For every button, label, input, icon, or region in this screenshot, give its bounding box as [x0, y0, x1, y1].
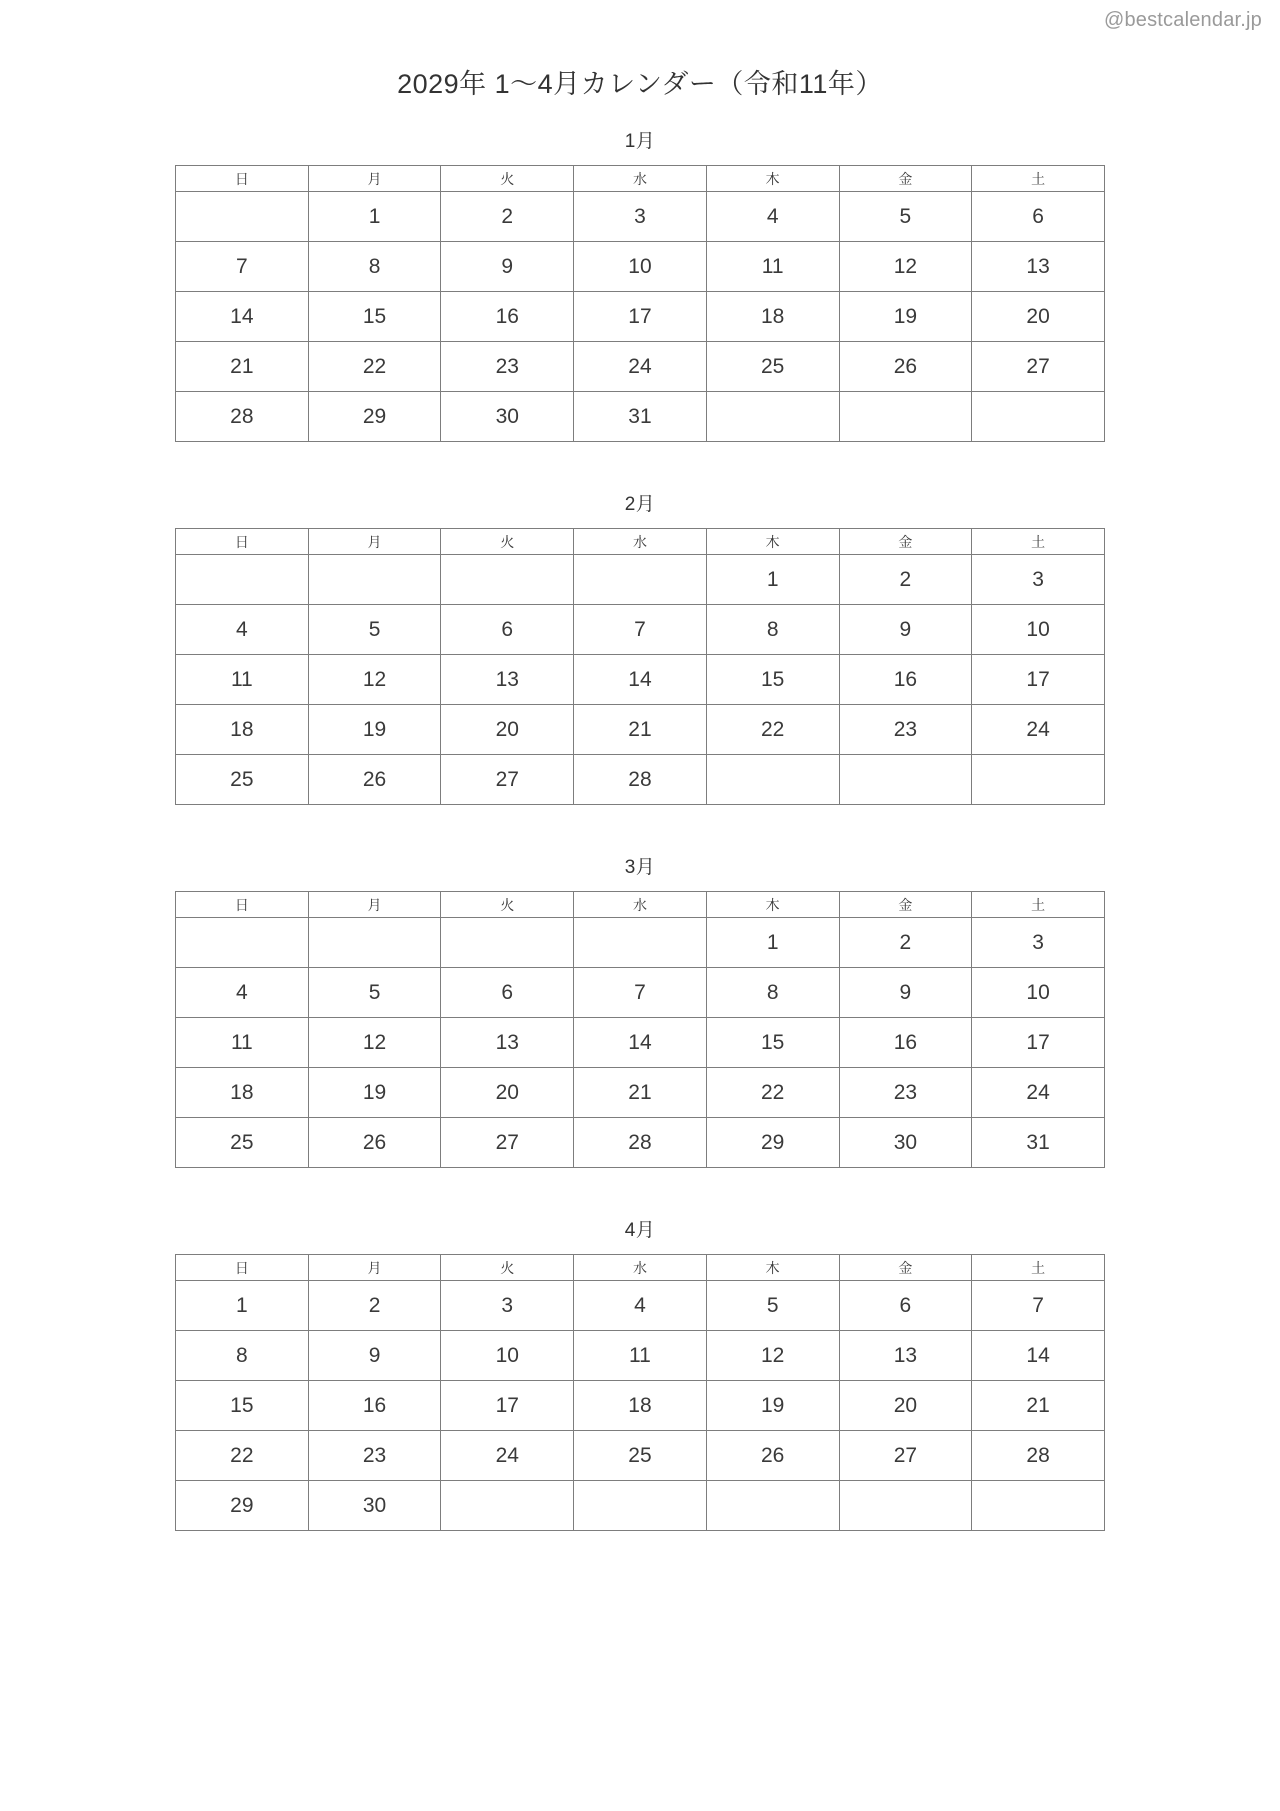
week-row	[176, 968, 1105, 1018]
day-cell[interactable]: 24	[574, 342, 707, 392]
day-cell[interactable]: 10	[972, 605, 1105, 655]
day-cell[interactable]: 9	[839, 968, 972, 1018]
day-cell[interactable]: 18	[176, 1068, 309, 1118]
day-cell[interactable]: 9	[839, 605, 972, 655]
month-block	[175, 841, 1105, 1204]
empty-day-cell	[972, 755, 1105, 805]
month-calendar-table	[175, 1254, 1105, 1531]
weekday-header-6: 土	[972, 166, 1105, 192]
day-cell[interactable]: 8	[308, 242, 441, 292]
week-row	[176, 292, 1105, 342]
day-cell[interactable]: 22	[308, 342, 441, 392]
day-cell[interactable]: 14	[574, 655, 707, 705]
day-cell[interactable]: 6	[441, 968, 574, 1018]
day-cell[interactable]: 12	[839, 242, 972, 292]
empty-day-cell	[176, 192, 309, 242]
day-cell[interactable]: 30	[839, 1118, 972, 1168]
day-cell[interactable]: 3	[574, 192, 707, 242]
day-cell[interactable]: 15	[176, 1381, 309, 1431]
day-cell[interactable]: 2	[441, 192, 574, 242]
day-cell[interactable]: 8	[706, 968, 839, 1018]
day-cell[interactable]: 30	[308, 1481, 441, 1531]
weekday-header-row	[176, 892, 1105, 918]
week-row	[176, 755, 1105, 805]
week-row	[176, 605, 1105, 655]
empty-day-cell	[706, 1481, 839, 1531]
day-cell[interactable]: 9	[308, 1331, 441, 1381]
day-cell[interactable]: 24	[972, 1068, 1105, 1118]
day-cell[interactable]: 28	[574, 1118, 707, 1168]
weekday-header-6: 土	[972, 892, 1105, 918]
month-calendar-table	[175, 165, 1105, 442]
day-cell[interactable]: 23	[839, 1068, 972, 1118]
day-cell[interactable]: 20	[972, 292, 1105, 342]
day-cell[interactable]: 9	[441, 242, 574, 292]
month-label: 4月	[624, 1220, 656, 1241]
month-label: 2月	[624, 494, 656, 515]
day-cell[interactable]: 26	[706, 1431, 839, 1481]
day-cell[interactable]: 2	[308, 1281, 441, 1331]
day-cell[interactable]: 30	[441, 392, 574, 442]
day-cell[interactable]: 13	[972, 242, 1105, 292]
week-row	[176, 655, 1105, 705]
week-row	[176, 1281, 1105, 1331]
month-label: 3月	[624, 857, 656, 878]
day-cell[interactable]: 16	[839, 1018, 972, 1068]
month-calendar-table	[175, 528, 1105, 805]
day-cell[interactable]: 2	[839, 918, 972, 968]
empty-day-cell	[308, 555, 441, 605]
empty-day-cell	[441, 1481, 574, 1531]
day-cell[interactable]: 23	[839, 705, 972, 755]
day-cell[interactable]: 3	[972, 918, 1105, 968]
day-cell[interactable]: 5	[706, 1281, 839, 1331]
day-cell[interactable]: 16	[441, 292, 574, 342]
day-cell[interactable]: 17	[441, 1381, 574, 1431]
day-cell[interactable]: 3	[441, 1281, 574, 1331]
day-cell[interactable]: 20	[839, 1381, 972, 1431]
months-container	[0, 115, 1280, 1567]
day-cell[interactable]: 6	[972, 192, 1105, 242]
day-cell[interactable]: 27	[441, 1118, 574, 1168]
weekday-header-4: 木	[706, 529, 839, 555]
day-cell[interactable]: 27	[839, 1431, 972, 1481]
day-cell[interactable]: 8	[176, 1331, 309, 1381]
weekday-header-3: 水	[574, 529, 707, 555]
weekday-header-3: 水	[574, 892, 707, 918]
day-cell[interactable]: 28	[176, 392, 309, 442]
day-cell[interactable]: 18	[176, 705, 309, 755]
day-cell[interactable]: 1	[706, 918, 839, 968]
weekday-header-0: 日	[176, 166, 309, 192]
weekday-header-5: 金	[839, 166, 972, 192]
week-row	[176, 1118, 1105, 1168]
day-cell[interactable]: 14	[176, 292, 309, 342]
day-cell[interactable]: 24	[972, 705, 1105, 755]
day-cell[interactable]: 19	[308, 1068, 441, 1118]
day-cell[interactable]: 29	[176, 1481, 309, 1531]
day-cell[interactable]: 7	[972, 1281, 1105, 1331]
day-cell[interactable]: 25	[176, 755, 309, 805]
day-cell[interactable]: 4	[176, 968, 309, 1018]
day-cell[interactable]: 7	[574, 605, 707, 655]
weekday-header-5: 金	[839, 1255, 972, 1281]
week-row	[176, 1068, 1105, 1118]
day-cell[interactable]: 5	[839, 192, 972, 242]
day-cell[interactable]: 13	[441, 1018, 574, 1068]
day-cell[interactable]: 13	[839, 1331, 972, 1381]
empty-day-cell	[839, 755, 972, 805]
day-cell[interactable]: 11	[706, 242, 839, 292]
day-cell[interactable]: 27	[972, 342, 1105, 392]
day-cell[interactable]: 21	[972, 1381, 1105, 1431]
day-cell[interactable]: 23	[308, 1431, 441, 1481]
weekday-header-row	[176, 1255, 1105, 1281]
day-cell[interactable]: 28	[574, 755, 707, 805]
day-cell[interactable]: 12	[308, 1018, 441, 1068]
month-calendar-table	[175, 891, 1105, 1168]
day-cell[interactable]: 21	[574, 1068, 707, 1118]
week-row	[176, 1381, 1105, 1431]
day-cell[interactable]: 22	[176, 1431, 309, 1481]
day-cell[interactable]: 18	[706, 292, 839, 342]
day-cell[interactable]: 2	[839, 555, 972, 605]
day-cell[interactable]: 3	[972, 555, 1105, 605]
weekday-header-0: 日	[176, 1255, 309, 1281]
day-cell[interactable]: 1	[706, 555, 839, 605]
weekday-header-0: 日	[176, 529, 309, 555]
week-row	[176, 1431, 1105, 1481]
day-cell[interactable]: 19	[706, 1381, 839, 1431]
site-watermark: @bestcalendar.jp	[1103, 9, 1262, 31]
day-cell[interactable]: 11	[176, 655, 309, 705]
day-cell[interactable]: 1	[176, 1281, 309, 1331]
day-cell[interactable]: 1	[308, 192, 441, 242]
day-cell[interactable]: 31	[574, 392, 707, 442]
day-cell[interactable]: 17	[972, 655, 1105, 705]
day-cell[interactable]: 5	[308, 968, 441, 1018]
day-cell[interactable]: 15	[706, 1018, 839, 1068]
day-cell[interactable]: 15	[308, 292, 441, 342]
day-cell[interactable]: 19	[839, 292, 972, 342]
month-block	[175, 478, 1105, 841]
day-cell[interactable]: 21	[176, 342, 309, 392]
weekday-header-2: 火	[441, 166, 574, 192]
week-row	[176, 342, 1105, 392]
empty-day-cell	[839, 1481, 972, 1531]
day-cell[interactable]: 22	[706, 1068, 839, 1118]
day-cell[interactable]: 23	[441, 342, 574, 392]
weekday-header-row	[176, 166, 1105, 192]
weekday-header-row	[176, 529, 1105, 555]
weekday-header-5: 金	[839, 529, 972, 555]
day-cell[interactable]: 7	[176, 242, 309, 292]
weekday-header-2: 火	[441, 1255, 574, 1281]
day-cell[interactable]: 18	[574, 1381, 707, 1431]
weekday-header-4: 木	[706, 892, 839, 918]
day-cell[interactable]: 4	[706, 192, 839, 242]
day-cell[interactable]: 26	[308, 1118, 441, 1168]
week-row	[176, 1331, 1105, 1381]
day-cell[interactable]: 14	[972, 1331, 1105, 1381]
empty-day-cell	[706, 392, 839, 442]
weekday-header-6: 土	[972, 1255, 1105, 1281]
week-row	[176, 918, 1105, 968]
day-cell[interactable]: 14	[574, 1018, 707, 1068]
day-cell[interactable]: 31	[972, 1118, 1105, 1168]
empty-day-cell	[972, 392, 1105, 442]
day-cell[interactable]: 19	[308, 705, 441, 755]
month-block	[175, 115, 1105, 478]
week-row	[176, 1481, 1105, 1531]
empty-day-cell	[706, 755, 839, 805]
weekday-header-3: 水	[574, 166, 707, 192]
weekday-header-3: 水	[574, 1255, 707, 1281]
page-title: 2029年 1〜4月カレンダー（令和11年）	[397, 69, 883, 99]
week-row	[176, 192, 1105, 242]
day-cell[interactable]: 17	[972, 1018, 1105, 1068]
empty-day-cell	[574, 1481, 707, 1531]
weekday-header-1: 月	[308, 529, 441, 555]
month-label: 1月	[624, 131, 656, 152]
empty-day-cell	[308, 918, 441, 968]
weekday-header-2: 火	[441, 892, 574, 918]
weekday-header-4: 木	[706, 166, 839, 192]
day-cell[interactable]: 5	[308, 605, 441, 655]
empty-day-cell	[176, 555, 309, 605]
day-cell[interactable]: 26	[308, 755, 441, 805]
day-cell[interactable]: 29	[308, 392, 441, 442]
weekday-header-1: 月	[308, 1255, 441, 1281]
day-cell[interactable]: 10	[574, 242, 707, 292]
day-cell[interactable]: 27	[441, 755, 574, 805]
month-block	[175, 1204, 1105, 1567]
empty-day-cell	[574, 555, 707, 605]
weekday-header-4: 木	[706, 1255, 839, 1281]
day-cell[interactable]: 21	[574, 705, 707, 755]
day-cell[interactable]: 11	[574, 1331, 707, 1381]
week-row	[176, 392, 1105, 442]
day-cell[interactable]: 12	[706, 1331, 839, 1381]
empty-day-cell	[441, 918, 574, 968]
day-cell[interactable]: 4	[176, 605, 309, 655]
empty-day-cell	[972, 1481, 1105, 1531]
week-row	[176, 1018, 1105, 1068]
day-cell[interactable]: 25	[176, 1118, 309, 1168]
day-cell[interactable]: 11	[176, 1018, 309, 1068]
day-cell[interactable]: 26	[839, 342, 972, 392]
weekday-header-2: 火	[441, 529, 574, 555]
weekday-header-1: 月	[308, 892, 441, 918]
day-cell[interactable]: 8	[706, 605, 839, 655]
day-cell[interactable]: 6	[839, 1281, 972, 1331]
day-cell[interactable]: 25	[706, 342, 839, 392]
day-cell[interactable]: 16	[839, 655, 972, 705]
empty-day-cell	[839, 392, 972, 442]
weekday-header-5: 金	[839, 892, 972, 918]
week-row	[176, 555, 1105, 605]
empty-day-cell	[574, 918, 707, 968]
day-cell[interactable]: 7	[574, 968, 707, 1018]
day-cell[interactable]: 16	[308, 1381, 441, 1431]
week-row	[176, 705, 1105, 755]
day-cell[interactable]: 12	[308, 655, 441, 705]
day-cell[interactable]: 24	[441, 1431, 574, 1481]
day-cell[interactable]: 10	[972, 968, 1105, 1018]
empty-day-cell	[441, 555, 574, 605]
day-cell[interactable]: 10	[441, 1331, 574, 1381]
weekday-header-0: 日	[176, 892, 309, 918]
day-cell[interactable]: 29	[706, 1118, 839, 1168]
day-cell[interactable]: 6	[441, 605, 574, 655]
week-row	[176, 242, 1105, 292]
day-cell[interactable]: 15	[706, 655, 839, 705]
weekday-header-1: 月	[308, 166, 441, 192]
day-cell[interactable]: 17	[574, 292, 707, 342]
day-cell[interactable]: 25	[574, 1431, 707, 1481]
empty-day-cell	[176, 918, 309, 968]
day-cell[interactable]: 22	[706, 705, 839, 755]
weekday-header-6: 土	[972, 529, 1105, 555]
day-cell[interactable]: 20	[441, 705, 574, 755]
day-cell[interactable]: 13	[441, 655, 574, 705]
day-cell[interactable]: 4	[574, 1281, 707, 1331]
day-cell[interactable]: 28	[972, 1431, 1105, 1481]
day-cell[interactable]: 20	[441, 1068, 574, 1118]
